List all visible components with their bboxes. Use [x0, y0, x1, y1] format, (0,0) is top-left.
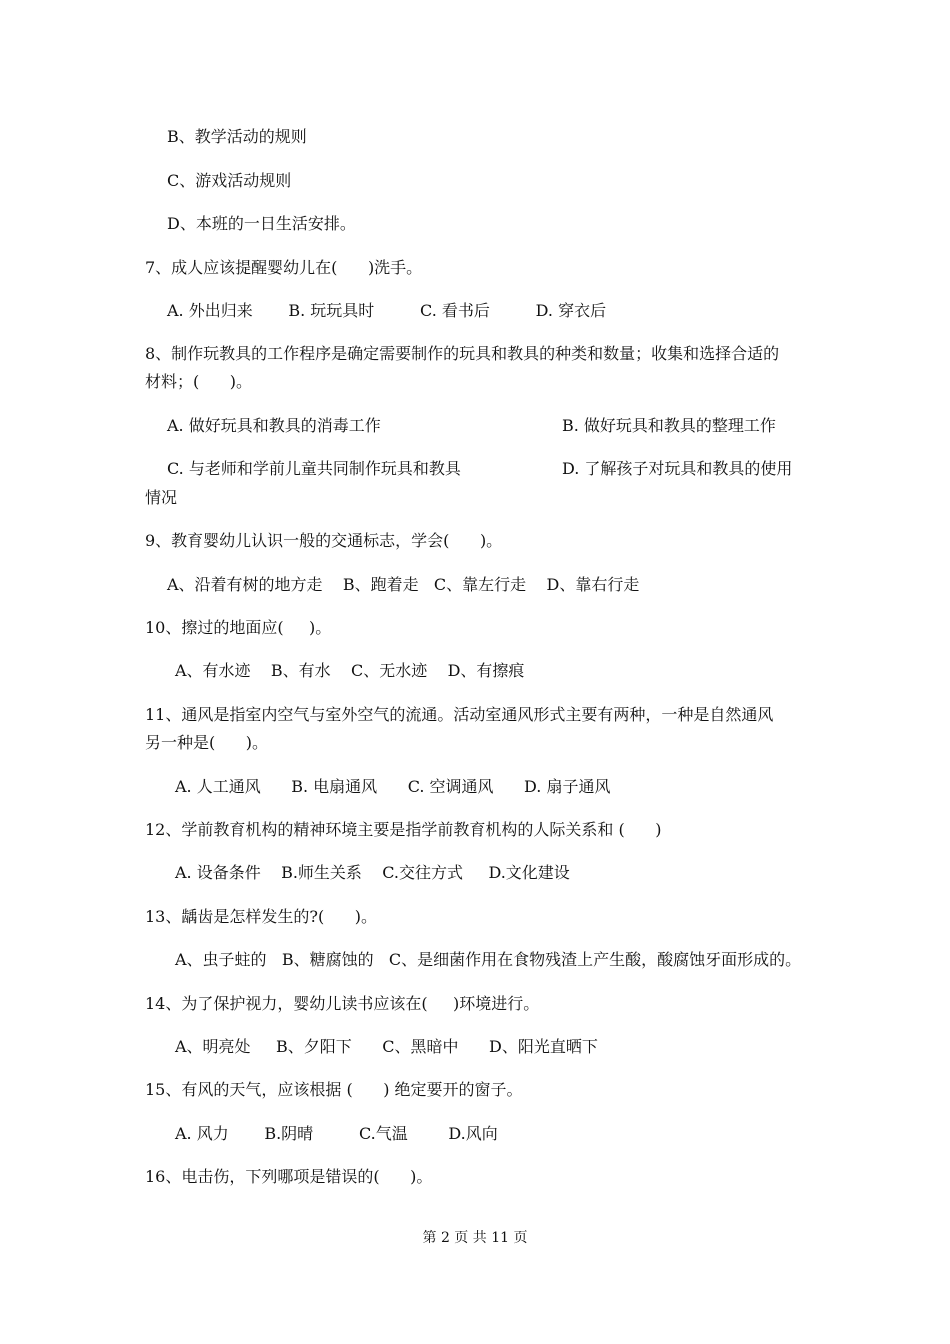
option-line: B、教学活动的规则 [167, 127, 307, 146]
option-q8-a: A. 做好玩具和教具的消毒工作 [167, 416, 381, 435]
options-q11: A. 人工通风 B. 电扇通风 C. 空调通风 D. 扇子通风 [175, 777, 611, 796]
question-14: 14、为了保护视力，婴幼儿读书应该在( )环境进行。 [145, 994, 540, 1013]
question-16: 16、电击伤，下列哪项是错误的( )。 [145, 1167, 433, 1186]
question-10: 10、擦过的地面应( )。 [145, 618, 332, 637]
option-q8-d: D. 了解孩子对玩具和教具的使用 [562, 459, 793, 478]
option-line: C、游戏活动规则 [167, 171, 292, 190]
option-q8-c: C. 与老师和学前儿童共同制作玩具和教具 [167, 459, 461, 478]
question-7: 7、成人应该提醒婴幼儿在( )洗手。 [145, 258, 423, 277]
question-8: 8、制作玩教具的工作程序是确定需要制作的玩具和教具的种类和数量；收集和选择合适的 [145, 344, 780, 363]
options-q7: A. 外出归来 B. 玩玩具时 C. 看书后 D. 穿衣后 [167, 301, 607, 320]
options-q10: A、有水迹 B、有水 C、无水迹 D、有擦痕 [175, 661, 525, 680]
question-8-cont: 材料；( )。 [145, 372, 253, 391]
question-13: 13、龋齿是怎样发生的?( )。 [145, 907, 377, 926]
page-footer: 第 2 页 共 11 页 [422, 1230, 528, 1246]
options-q9: A、沿着有树的地方走 B、跑着走 C、靠左行走 D、靠右行走 [167, 575, 640, 594]
question-15: 15、有风的天气，应该根据 ( ) 绝定要开的窗子。 [145, 1080, 523, 1099]
question-11-cont: 另一种是( )。 [145, 733, 269, 752]
option-line: D、本班的一日生活安排。 [167, 214, 356, 233]
options-q15: A. 风力 B.阴晴 C.气温 D.风向 [175, 1124, 498, 1143]
options-q13: A、虫子蛀的 B、糖腐蚀的 C、是细菌作用在食物残渣上产生酸，酸腐蚀牙面形成的。 [175, 950, 802, 969]
options-q12: A. 设备条件 B.师生关系 C.交往方式 D.文化建设 [175, 863, 570, 882]
question-11: 11、通风是指室内空气与室外空气的流通。活动室通风形式主要有两种，一种是自然通风 [145, 705, 774, 724]
option-q8-b: B. 做好玩具和教具的整理工作 [562, 416, 776, 435]
option-q8-d-cont: 情况 [145, 488, 178, 507]
question-9: 9、教育婴幼儿认识一般的交通标志，学会( )。 [145, 531, 503, 550]
question-12: 12、学前教育机构的精神环境主要是指学前教育机构的人际关系和 ( ) [145, 820, 662, 839]
options-q14: A、明亮处 B、夕阳下 C、黑暗中 D、阳光直晒下 [175, 1037, 598, 1056]
